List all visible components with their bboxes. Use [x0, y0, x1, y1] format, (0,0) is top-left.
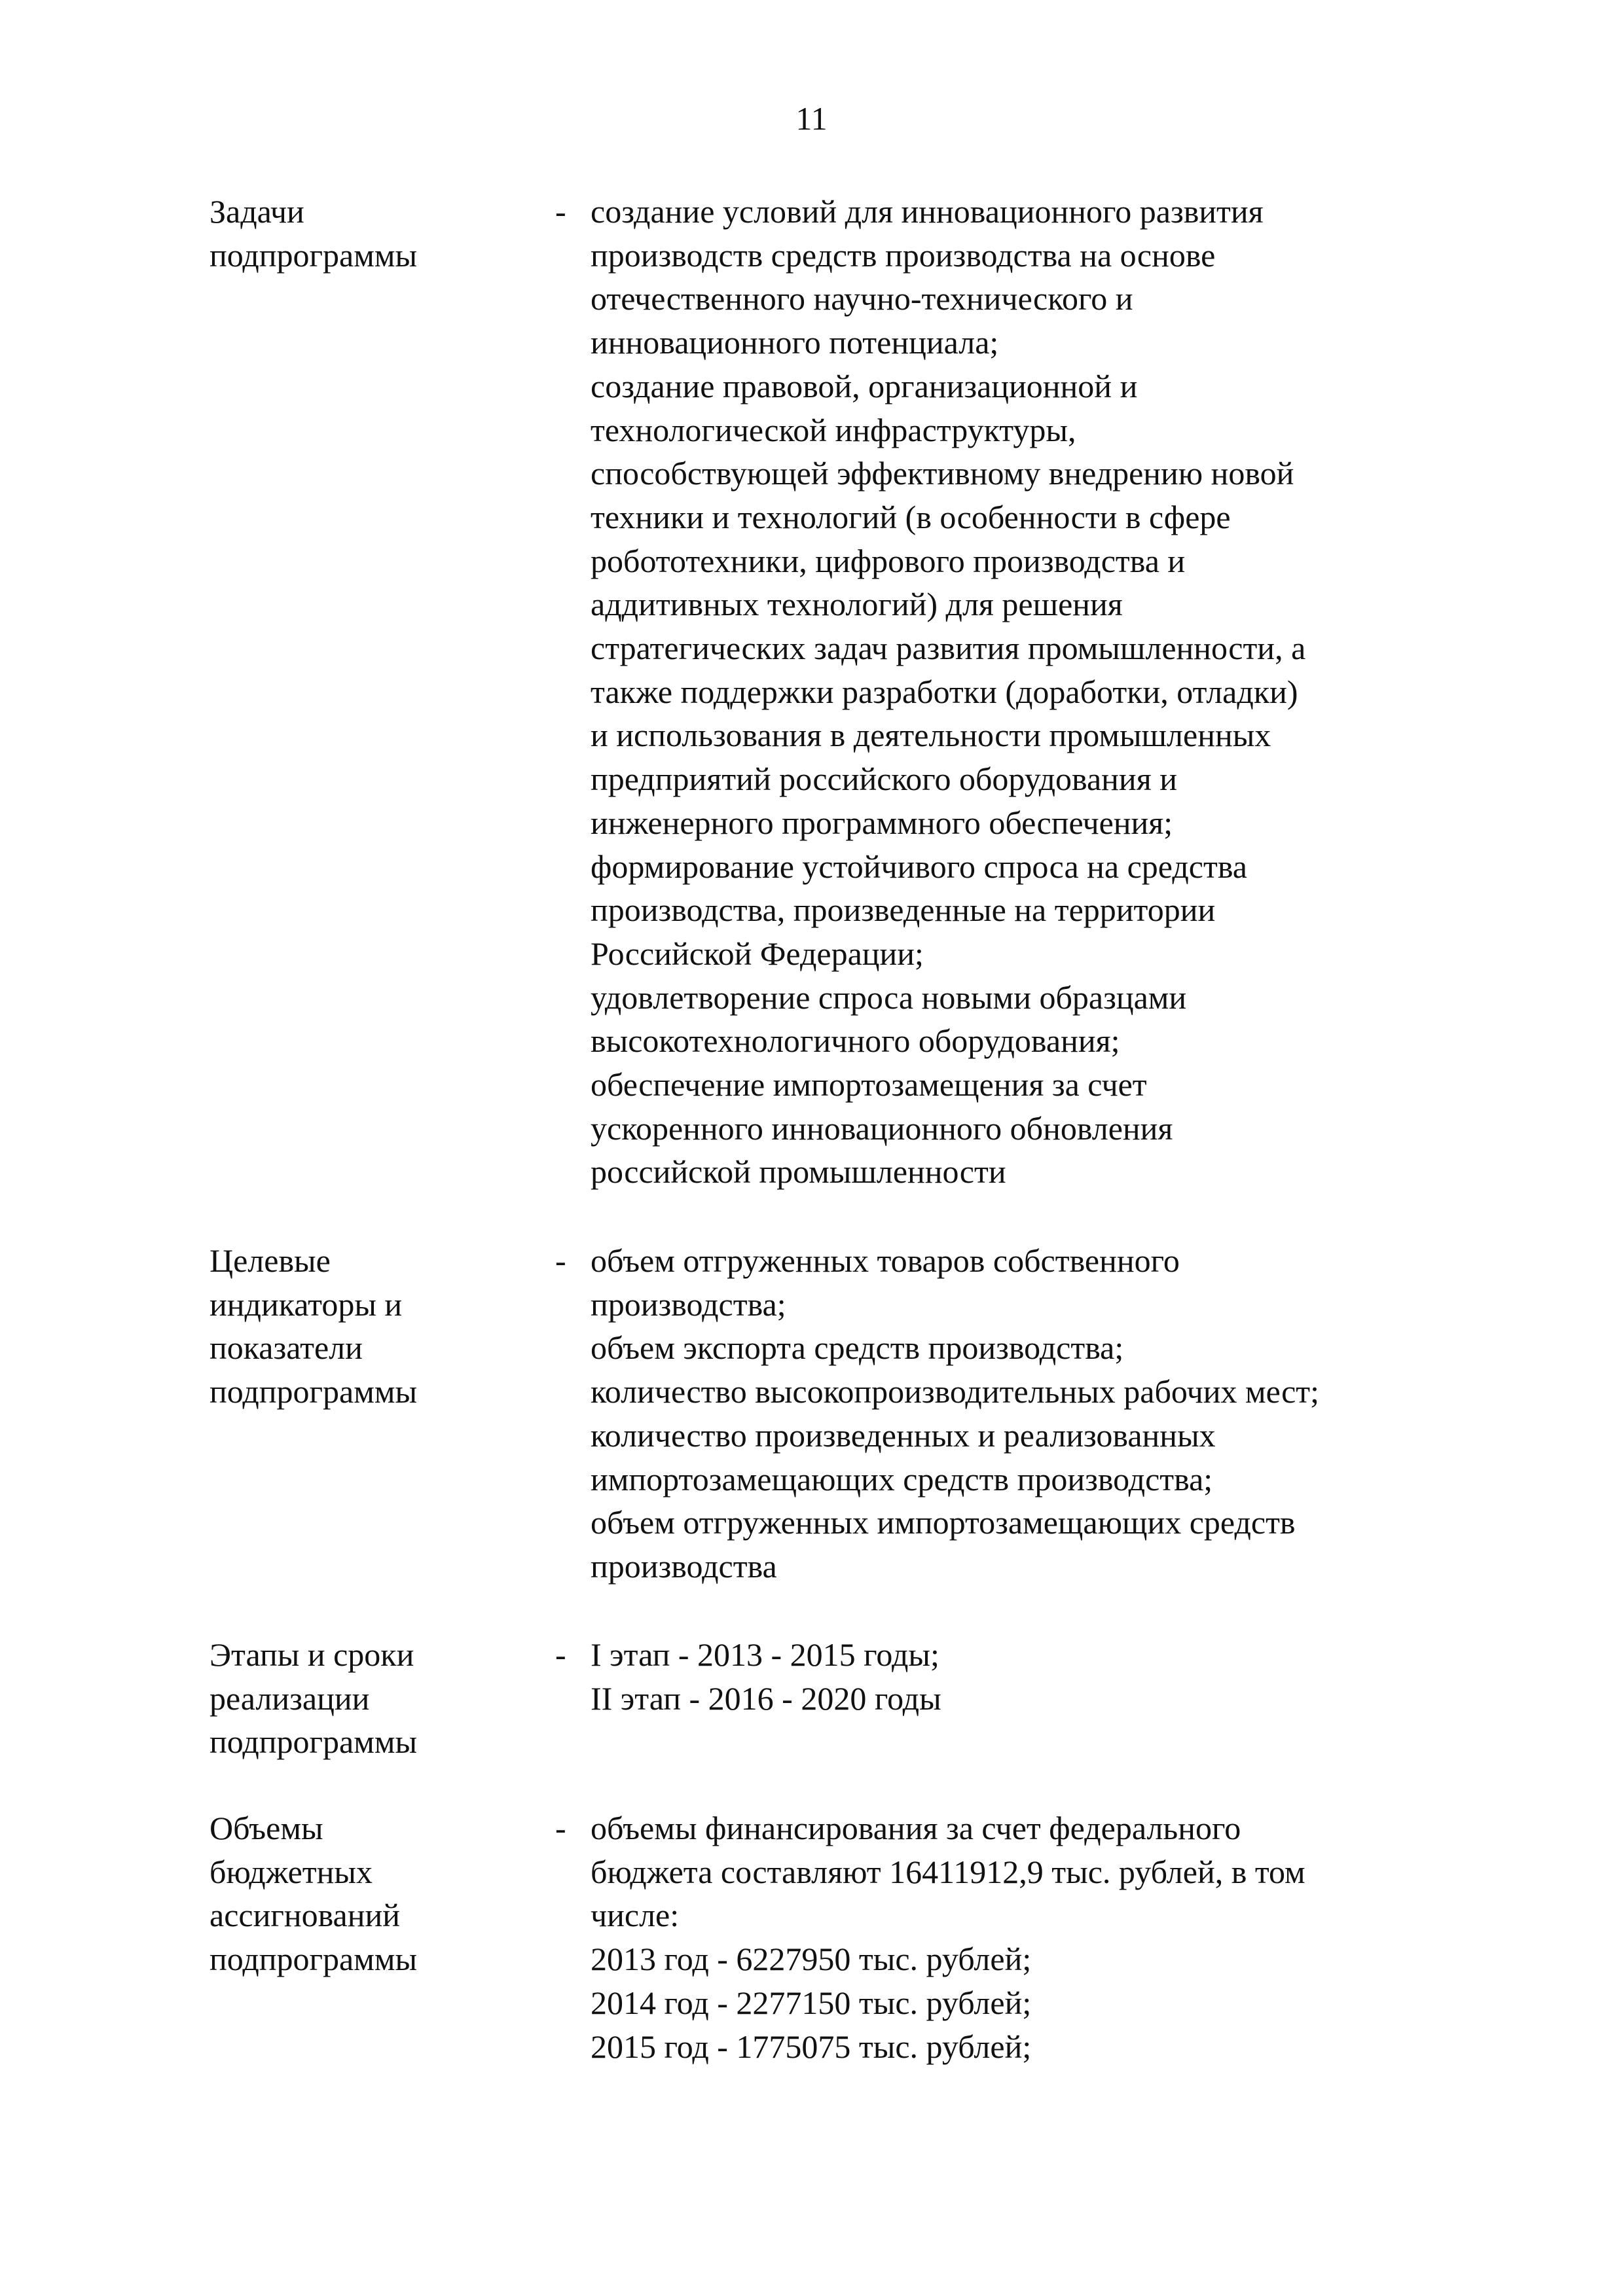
label-line: подпрограммы [210, 1723, 418, 1761]
content-line: производства, произведенные на территории [591, 891, 1216, 929]
content-line: количество произведенных и реализованных [591, 1416, 1216, 1454]
content-line: технологической инфраструктуры, [591, 411, 1076, 448]
content-line: ускоренного инновационного обновления [591, 1109, 1173, 1147]
section-label [210, 1633, 498, 1764]
label-line: показатели [210, 1329, 363, 1367]
content-line: импортозамещающих средств производства; [591, 1460, 1213, 1498]
label-line: ассигнований [210, 1897, 401, 1934]
content-line: Российской Федерации; [591, 935, 924, 972]
content-line: аддитивных технологий) для решения [591, 586, 1123, 623]
content-line: и использования в деятельности промышленных [591, 717, 1271, 754]
content-line: предприятий российского оборудования и [591, 761, 1177, 798]
content-line: формирование устойчивого спроса на средства [591, 848, 1247, 885]
content-line: числе: [591, 1897, 680, 1934]
label-line: Задачи [210, 193, 304, 230]
content-line: робототехники, цифрового производства и [591, 542, 1186, 579]
dash-marker: - [555, 1636, 566, 1673]
content-line: 2013 год - 6227950 тыс. рублей; [591, 1941, 1032, 1978]
label-line: подпрограммы [210, 1373, 418, 1410]
content-line: производств средств производства на основе [591, 236, 1216, 274]
content-line: 2015 год - 1775075 тыс. рублей; [591, 2028, 1032, 2065]
page-number: 11 [795, 100, 828, 137]
content-line: обеспечение импортозамещения за счет [591, 1066, 1147, 1103]
section-content [591, 1806, 1468, 2068]
label-line: индикаторы и [210, 1285, 403, 1323]
content-line: удовлетворение спроса новыми образцами [591, 978, 1187, 1016]
content-line: стратегических задач развития промышленности, а [591, 630, 1306, 667]
section-label [210, 190, 498, 277]
section-label [210, 1239, 498, 1414]
content-line: объем экспорта средств производства; [591, 1329, 1124, 1367]
content-line: создание правовой, организационной и [591, 367, 1138, 404]
content-line: российской промышленности [591, 1153, 1006, 1191]
label-line: подпрограммы [210, 236, 418, 274]
section-content [591, 190, 1468, 1194]
content-line: также поддержки разработки (доработки, отладки) [591, 673, 1298, 710]
label-line: реализации [210, 1679, 370, 1717]
content-line: II этап - 2016 - 2020 годы [591, 1679, 941, 1717]
content-line: создание условий для инновационного развития [591, 193, 1264, 230]
label-line: Объемы [210, 1810, 323, 1846]
content-line: инженерного программного обеспечения; [591, 804, 1173, 841]
dash-marker: - [555, 1242, 566, 1279]
dash-marker: - [555, 1810, 566, 1846]
content-line: отечественного научно-технического и [591, 280, 1133, 317]
section-label [210, 1806, 498, 1981]
content-line: высокотехнологичного оборудования; [591, 1022, 1120, 1060]
content-line: способствующей эффективному внедрению новой [591, 455, 1294, 492]
section-content [591, 1633, 1468, 1720]
content-line: объем отгруженных товаров собственного [591, 1242, 1180, 1279]
label-line: подпрограммы [210, 1941, 418, 1978]
content-line: I этап - 2013 - 2015 годы; [591, 1636, 939, 1673]
content-line: техники и технологий (в особенности в сфере [591, 498, 1231, 535]
label-line: бюджетных [210, 1853, 373, 1890]
label-line: Этапы и сроки [210, 1636, 414, 1673]
content-line: объемы финансирования за счет федерального [591, 1810, 1241, 1846]
content-line: производства; [591, 1285, 786, 1323]
content-line: объем отгруженных импортозамещающих средств [591, 1504, 1296, 1541]
content-line: количество высокопроизводительных рабочих мест; [591, 1373, 1320, 1410]
content-line: бюджета составляют 16411912,9 тыс. рублей, в том [591, 1853, 1305, 1890]
section-content [591, 1239, 1468, 1588]
dash-marker: - [555, 193, 566, 230]
content-line: 2014 год - 2277150 тыс. рублей; [591, 1984, 1032, 2021]
label-line: Целевые [210, 1242, 331, 1279]
content-line: производства [591, 1547, 777, 1585]
content-line: инновационного потенциала; [591, 324, 999, 361]
